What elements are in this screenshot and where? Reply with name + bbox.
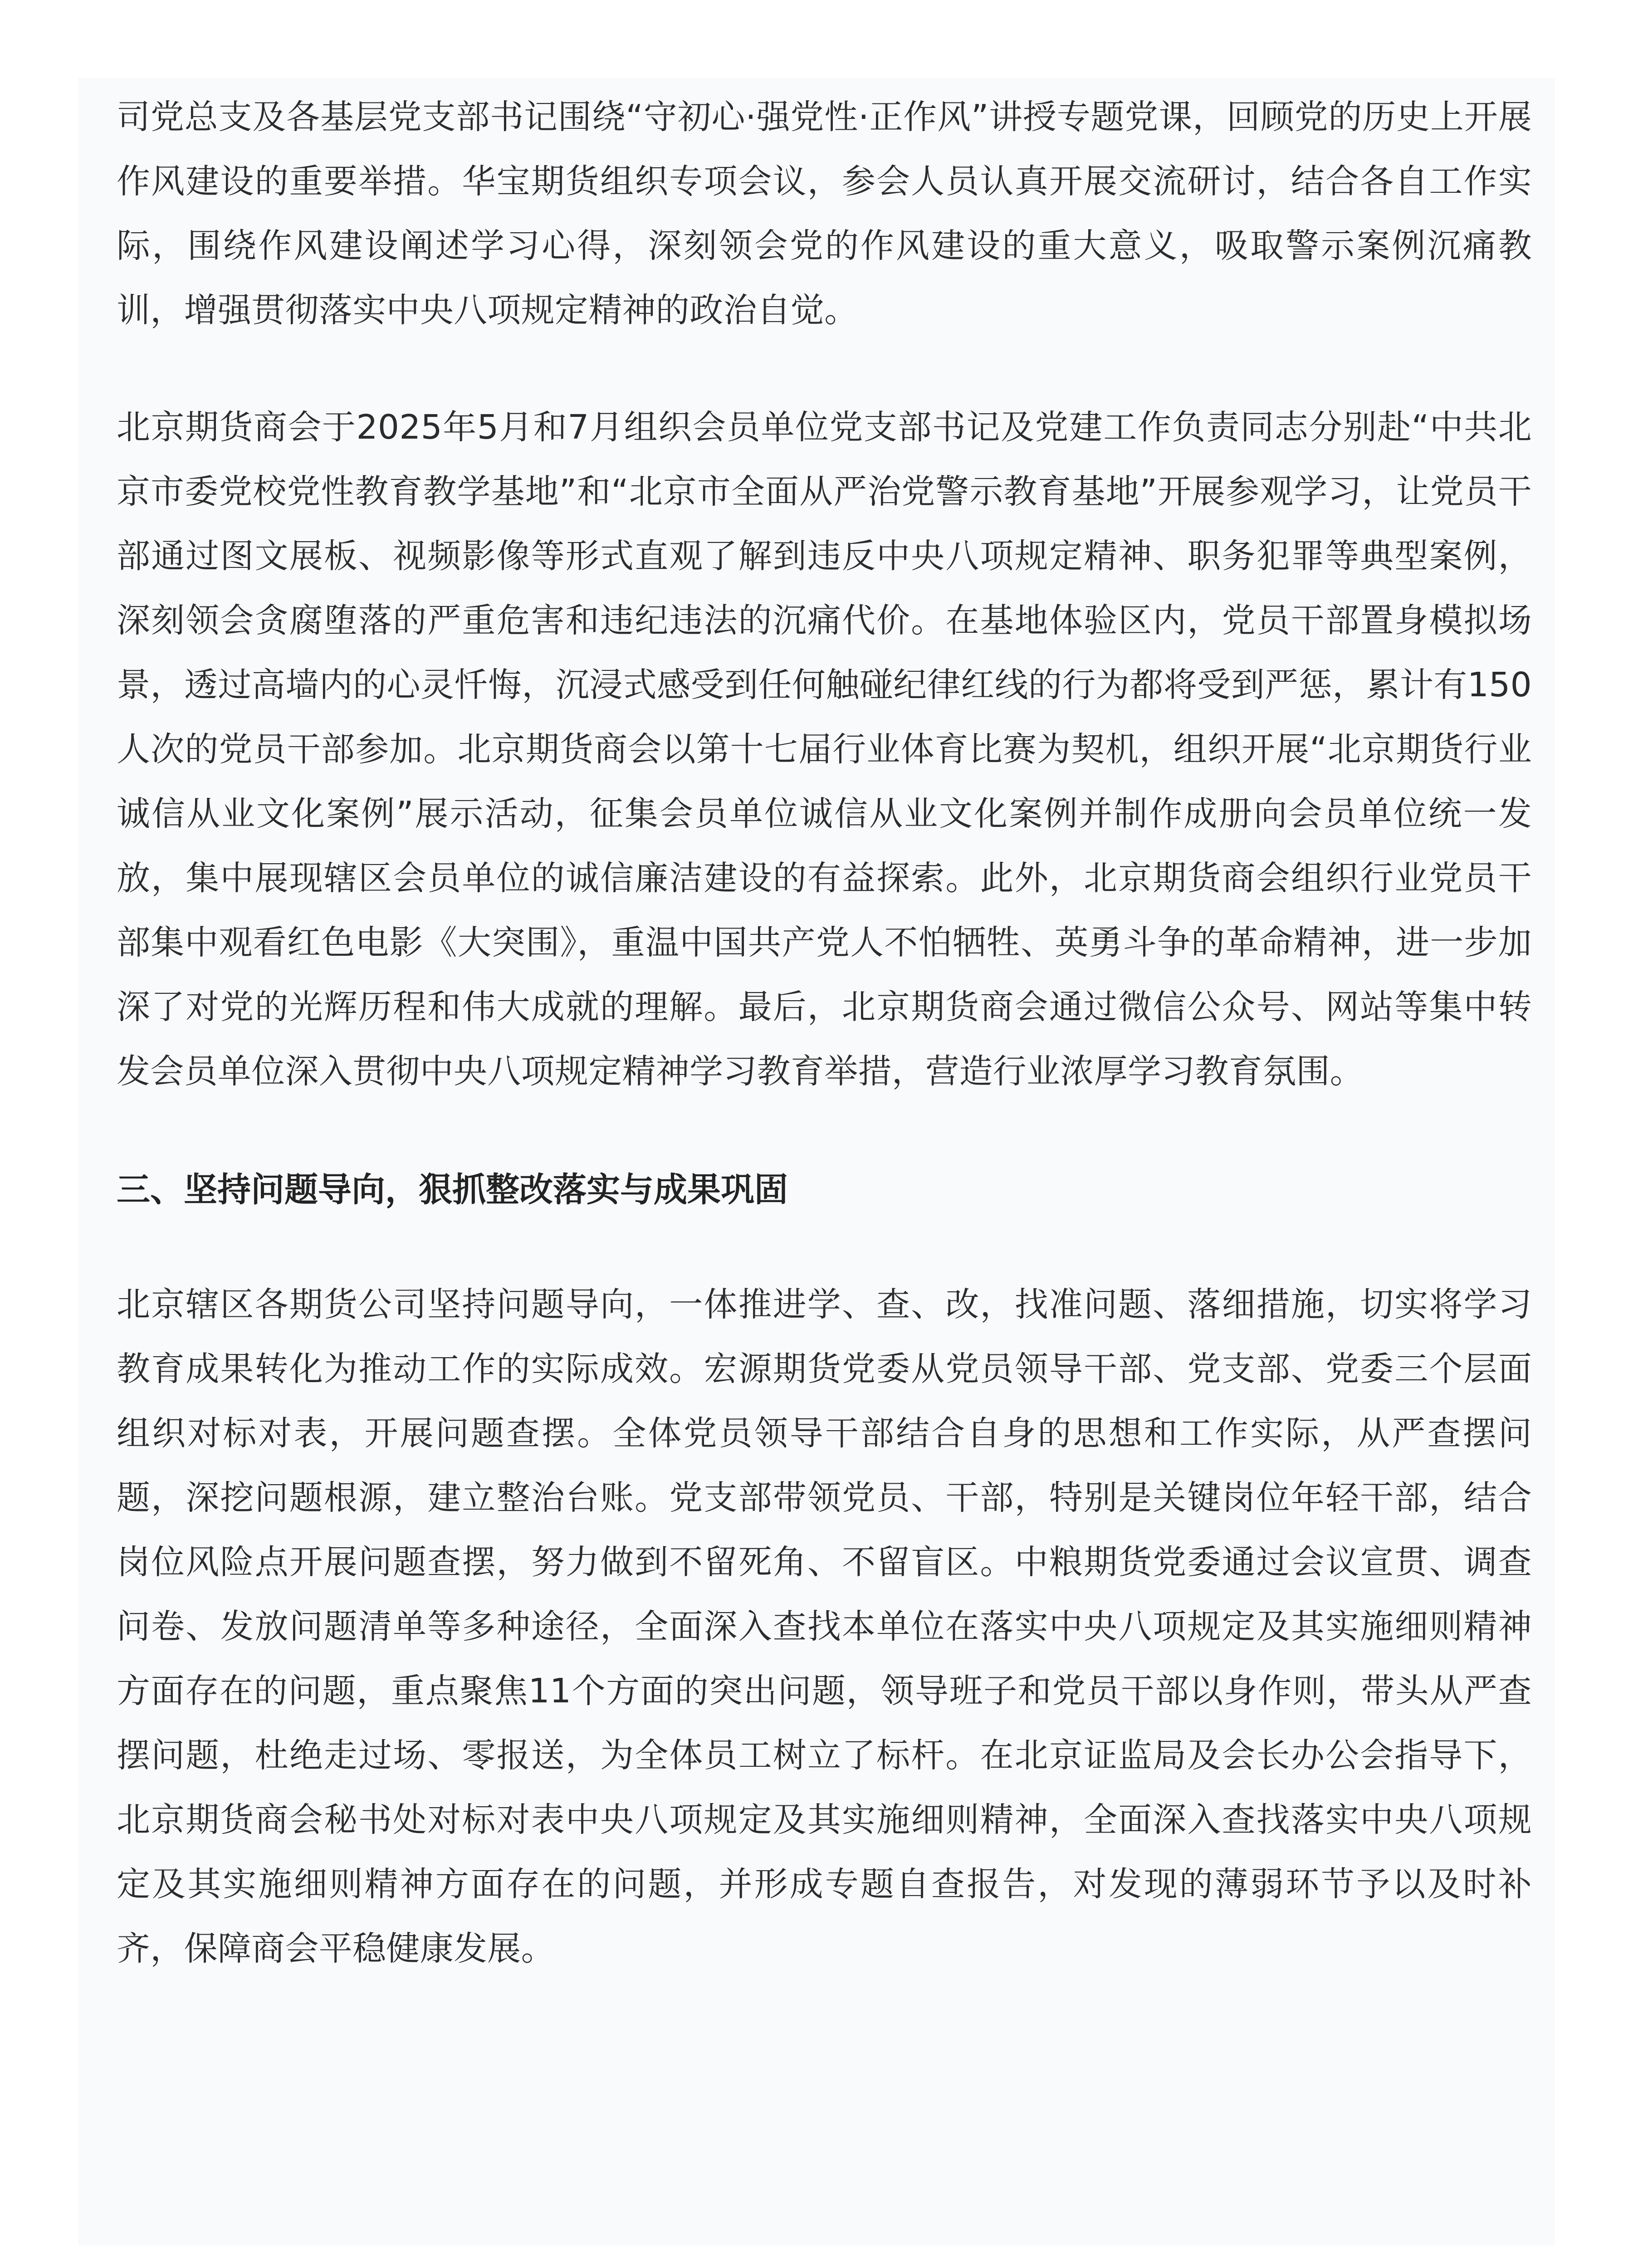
paragraph-1: 司党总支及各基层党支部书记围绕“守初心·强党性·正作风”讲授专题党课，回顾党的历史上开展作风建设的重要举措。华宝期货组织专项会议，参会人员认真开展交流研讨，结合各自工作实际，围绕作风建设阐述学习心得，深刻领会党的作风建设的重大意义，吸取警示案例沉痛教训，增强贯彻落实中央八项规定精神的政治自觉。 [117,98,1532,330]
section-heading: 三、坚持问题导向，狠抓整改落实与成果巩固 [117,1170,788,1209]
paragraph-3: 北京辖区各期货公司坚持问题导向，一体推进学、查、改，找准问题、落细措施，切实将学习教育成果转化为推动工作的实际成效。宏源期货党委从党员领导干部、党支部、党委三个层面组织对标对表，开展问题查摆。全体党员领导干部结合自身的思想和工作实际，从严查摆问题，深挖问题根源，建立整治台账。党支部带领党员、干部，特别是关键岗位年轻干部，结合岗位风险点开展问题查摆，努力做到不留死角、不留盲区。中粮期货党委通过会议宣贯、调查问卷、发放问题清单等多种途径，全面深入查找本单位在落实中央八项规定及其实施细则精神方面存在的问题，重点聚焦11个方面的突出问题，领导班子和党员干部以身作则，带头从严查摆问题，杜绝走过场、零报送，为全体员工树立了标杆。在北京证监局及会长办公会指导下，北京期货商会秘书处对标对表中央八项规定及其实施细则精神，全面深入查找落实中央八项规定及其实施细则精神方面存在的问题，并形成专题自查报告，对发现的薄弱环节予以及时补齐，保障商会平稳健康发展。 [117,1285,1532,1968]
paragraph-2: 北京期货商会于2025年5月和7月组织会员单位党支部书记及党建工作负责同志分别赴“中共北京市委党校党性教育教学基地”和“北京市全面从严治党警示教育基地”开展参观学习，让党员干部通过图文展板、视频影像等形式直观了解到违反中央八项规定精神、职务犯罪等典型案例，深刻领会贪腐堕落的严重危害和违纪违法的沉痛代价。在基地体验区内，党员干部置身模拟场景，透过高墙内的心灵忏悔，沉浸式感受到任何触碰纪律红线的行为都将受到严惩，累计有150人次的党员干部参加。北京期货商会以第十七届行业体育比赛为契机，组织开展“北京期货行业诚信从业文化案例”展示活动，征集会员单位诚信从业文化案例并制作成册向会员单位统一发放，集中展现辖区会员单位的诚信廉洁建设的有益探索。此外，北京期货商会组织行业党员干部集中观看红色电影《大突围》，重温中国共产党人不怕牺牲、英勇斗争的革命精神，进一步加深了对党的光辉历程和伟大成就的理解。最后，北京期货商会通过微信公众号、网站等集中转发会员单位深入贯彻中央八项规定精神学习教育举措，营造行业浓厚学习教育氛围。 [117,408,1532,1091]
document-body [117,85,1532,1981]
